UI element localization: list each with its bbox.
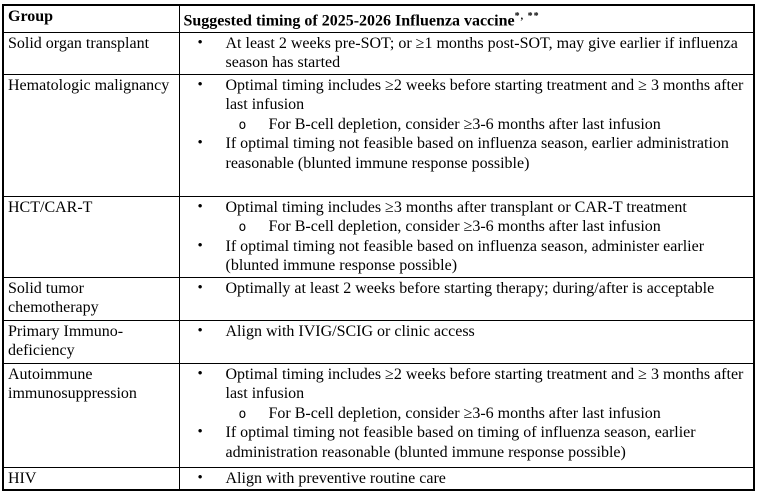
list-item-text: Optimally at least 2 weeks before starting therapy; during/after is acceptable bbox=[225, 279, 715, 297]
timing-cell bbox=[179, 32, 754, 74]
header-row bbox=[3, 5, 754, 32]
bullet-item bbox=[180, 322, 750, 342]
bullet-item bbox=[180, 279, 750, 299]
header-group: Group bbox=[3, 5, 179, 32]
bullet-item bbox=[180, 134, 750, 173]
bullet-item bbox=[180, 198, 750, 218]
list-item-text: Optimal timing includes ≥2 weeks before starting treatment and ≥ 3 months after last infusion bbox=[225, 365, 744, 403]
timing-cell bbox=[179, 363, 754, 467]
group-cell: Solid tumor chemotherapy bbox=[3, 277, 179, 320]
bullet-item bbox=[180, 76, 750, 115]
table-row bbox=[3, 320, 754, 363]
table-row bbox=[3, 32, 754, 74]
sub-bullet-item bbox=[180, 404, 750, 424]
circle-bullet-icon: o bbox=[238, 406, 247, 422]
bullet-icon: • bbox=[197, 76, 203, 93]
list-item-text: Align with IVIG/SCIG or clinic access bbox=[225, 322, 475, 340]
sub-bullet-item bbox=[180, 217, 750, 237]
group-cell: HCT/CAR-T bbox=[3, 196, 179, 277]
circle-bullet-icon: o bbox=[238, 220, 247, 236]
table-row bbox=[3, 363, 754, 467]
timing-cell bbox=[179, 277, 754, 320]
sub-bullet-item bbox=[180, 115, 750, 135]
vaccine-timing-table bbox=[2, 4, 755, 491]
table-row bbox=[3, 467, 754, 490]
bullet-item bbox=[180, 469, 750, 489]
bullet-icon: • bbox=[197, 135, 203, 152]
list-item-text: If optimal timing not feasible based on timing of influenza season, earlier administration reasonable (blunted immune response possible) bbox=[225, 424, 696, 461]
bullet-icon: • bbox=[197, 469, 203, 486]
bullet-item bbox=[180, 34, 750, 73]
table-row bbox=[3, 277, 754, 320]
table-row bbox=[3, 74, 754, 196]
timing-cell bbox=[179, 467, 754, 490]
list-item-text: For B-cell depletion, consider ≥3-6 months after last infusion bbox=[268, 115, 661, 133]
timing-cell bbox=[179, 74, 754, 196]
bullet-item bbox=[180, 237, 750, 276]
header-timing bbox=[179, 5, 754, 32]
group-cell: Solid organ transplant bbox=[3, 32, 179, 74]
group-cell: Primary Immuno-deficiency bbox=[3, 320, 179, 363]
list-item-text: For B-cell depletion, consider ≥3-6 months after last infusion bbox=[268, 404, 661, 422]
group-cell: HIV bbox=[3, 467, 179, 490]
bullet-icon: • bbox=[197, 424, 203, 441]
bullet-icon: • bbox=[197, 279, 203, 296]
group-cell: Hematologic malignancy bbox=[3, 74, 179, 196]
bullet-icon: • bbox=[197, 237, 203, 254]
timing-cell bbox=[179, 320, 754, 363]
bullet-icon: • bbox=[197, 198, 203, 215]
header-footnote-marks: *, ** bbox=[514, 11, 540, 22]
list-item-text: Optimal timing includes ≥3 months after transplant or CAR-T treatment bbox=[225, 198, 687, 216]
table-header bbox=[3, 5, 754, 32]
bullet-icon: • bbox=[197, 322, 203, 339]
circle-bullet-icon: o bbox=[238, 117, 247, 133]
bullet-item bbox=[180, 365, 750, 404]
table-body bbox=[3, 32, 754, 490]
header-timing-text: Suggested timing of 2025-2026 Influenza vaccine bbox=[183, 12, 515, 30]
timing-cell bbox=[179, 196, 754, 277]
bullet-item bbox=[180, 423, 750, 462]
list-item-text: For B-cell depletion, consider ≥3-6 months after last infusion bbox=[268, 218, 661, 236]
list-item-text: Optimal timing includes ≥2 weeks before starting treatment and ≥ 3 months after last infusion bbox=[225, 76, 744, 114]
list-item-text: If optimal timing not feasible based on influenza season, earlier administration reasonable (blunted immune response possible) bbox=[225, 135, 729, 172]
list-item-text: Align with preventive routine care bbox=[225, 469, 446, 487]
bullet-icon: • bbox=[197, 365, 203, 382]
bullet-icon: • bbox=[197, 34, 203, 51]
list-item-text: At least 2 weeks pre-SOT; or ≥1 months post-SOT, may give earlier if influenza season has started bbox=[225, 34, 738, 72]
list-item-text: If optimal timing not feasible based on influenza season, administer earlier (blunted immune response possible) bbox=[225, 237, 705, 275]
table-row bbox=[3, 196, 754, 277]
group-cell: Autoimmune immunosuppression bbox=[3, 363, 179, 467]
